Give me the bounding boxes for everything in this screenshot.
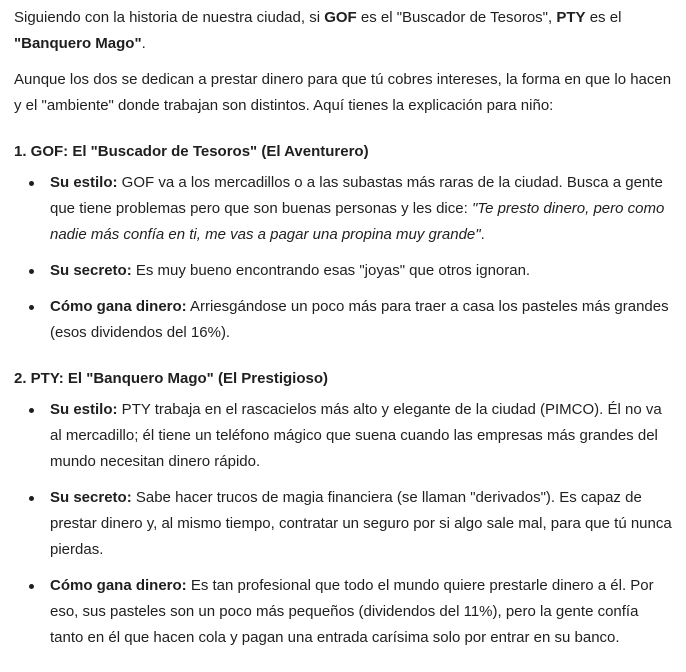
intro-text: es el "Buscador de Tesoros", [356,9,557,26]
item-label: Cómo gana dinero: [50,298,187,315]
intro-text: Siguiendo con la historia de nuestra ciudad, si [14,9,325,26]
item-text: Sabe hacer trucos de magia financiera (se llaman "derivados"). Es capaz de prestar dinero y, al mismo tiempo, contratar un seguro por si algo sale mal, para que tú nunca pierdas. [50,489,672,558]
item-text: Arriesgándose un poco más para traer a casa los pasteles más grandes (esos dividendos del 16%). [50,298,669,341]
item-label: Su secreto: [50,489,132,506]
pty-list [14,397,672,651]
item-label: Su secreto: [50,262,132,279]
banquero-mago-label: "Banquero Mago" [14,35,142,52]
list-item [50,170,672,248]
item-label: Cómo gana dinero: [50,577,187,594]
item-text: Es muy bueno encontrando esas "joyas" que otros ignoran. [131,262,531,279]
list-item [50,294,672,346]
item-label: Su estilo: [50,174,118,191]
item-text: GOF va a los mercadillos o a las subastas más raras de la ciudad. Busca a gente que tiene problemas pero que son buenas personas y les dice: [50,174,663,217]
item-quote: "Te presto dinero, pero como nadie más confía en ti, me vas a pagar una propina muy grande" [50,200,665,243]
item-label: Su estilo: [50,401,118,418]
intro-paragraph-1 [14,5,672,57]
gof-list [14,170,672,346]
list-item [50,258,672,284]
item-text: Es tan profesional que todo el mundo quiere prestarle dinero a él. Por eso, sus pasteles son un poco más pequeños (dividendos del 11%), pero la gente confía tanto en él que hacen cola y pagan una entrada carísima solo por entrar en su banco. [50,577,654,646]
list-item [50,485,672,563]
intro-text: es el [585,9,622,26]
list-item [50,397,672,475]
section-heading-pty: 2. PTY: El "Banquero Mago" (El Prestigioso) [14,370,328,387]
intro-paragraph-2: Aunque los dos se dedican a prestar dinero para que tú cobres intereses, la forma en que lo hacen y el "ambiente" donde trabajan son distintos. Aquí tienes la explicación para niño: [14,71,672,114]
gof-name: GOF [324,9,357,26]
intro-text: . [141,35,146,52]
pty-name: PTY [556,9,586,26]
item-text: . [480,226,485,243]
item-text: PTY trabaja en el rascacielos más alto y elegante de la ciudad (PIMCO). Él no va al mercadillo; él tiene un teléfono mágico que suena cuando las empresas más grandes del mundo necesitan dinero rápido. [50,401,662,470]
list-item [50,573,672,651]
section-heading-gof: 1. GOF: El "Buscador de Tesoros" (El Aventurero) [14,143,369,160]
